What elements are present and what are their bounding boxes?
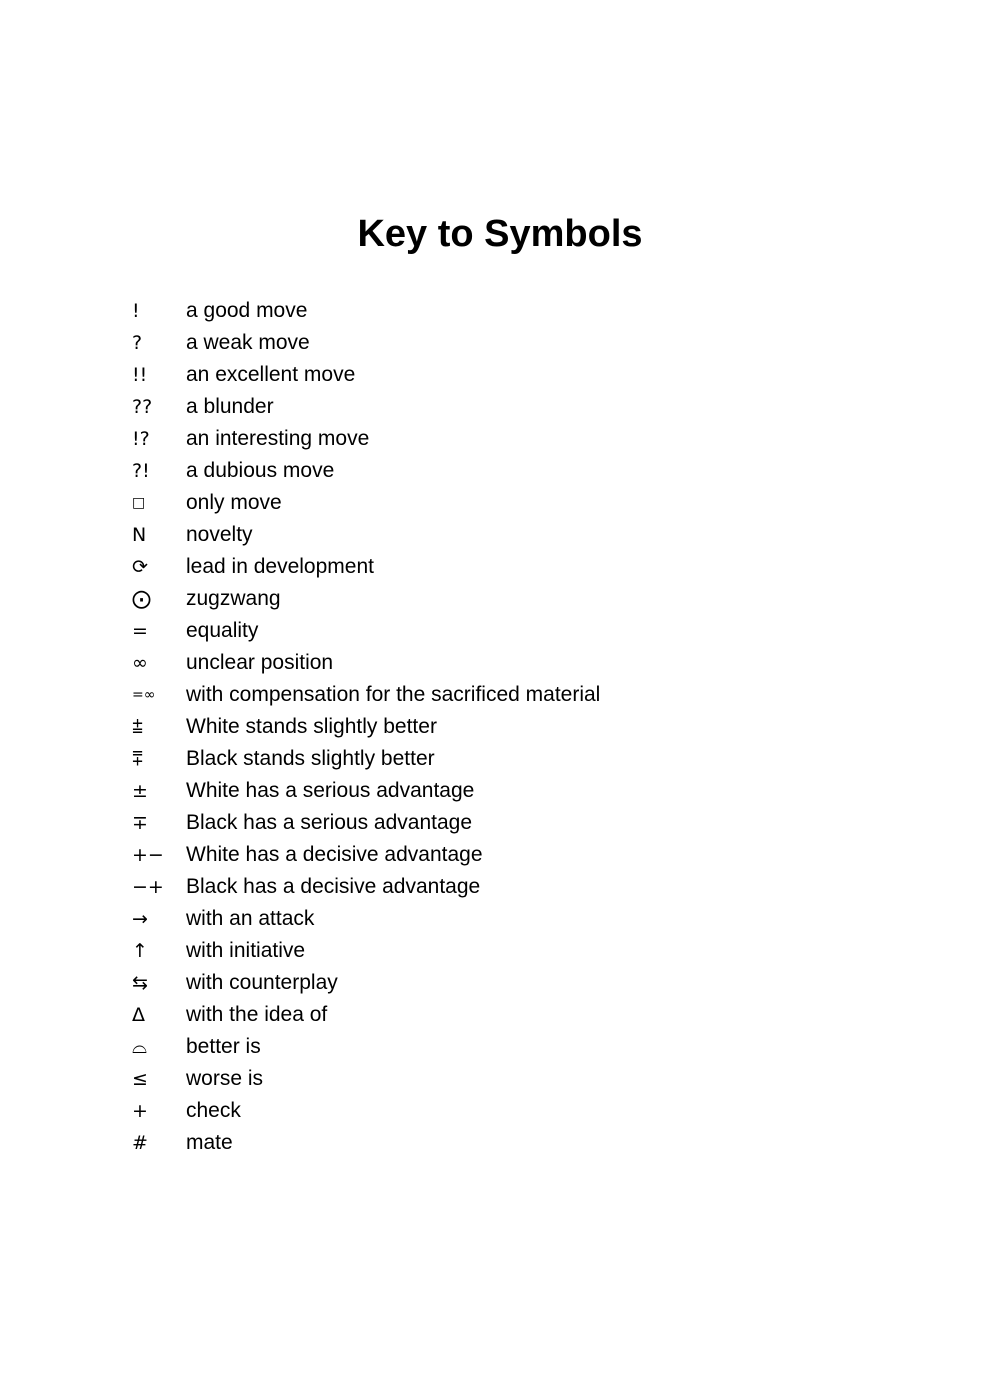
symbol-row-with-initiative (132, 935, 600, 967)
symbol-row-good-move (132, 295, 600, 327)
symbol-row-black-serious-advantage (132, 807, 600, 839)
symbol: # (132, 1132, 148, 1154)
arrow-up-icon: ↑ (132, 940, 148, 962)
symbol-row-lead-in-development (132, 551, 600, 583)
symbol: !? (132, 428, 150, 450)
symbol-row-worse-is (132, 1063, 600, 1095)
symbol-meaning: White stands slightly better (186, 715, 437, 738)
symbol-row-white-slightly-better (132, 711, 600, 743)
symbol: ?? (132, 396, 153, 418)
symbol-meaning: White has a serious advantage (186, 779, 475, 802)
symbol-meaning: with an attack (186, 907, 315, 930)
symbol-row-dubious-move (132, 455, 600, 487)
symbol: + (132, 1100, 148, 1122)
symbol-meaning: lead in development (186, 555, 374, 578)
symbol-meaning: an excellent move (186, 363, 356, 386)
symbol-meaning: better is (186, 1035, 261, 1058)
symbol-meaning: with the idea of (186, 1003, 328, 1026)
symbol-row-with-attack (132, 903, 600, 935)
symbol: −+ (132, 876, 164, 898)
symbol-row-only-move (132, 487, 600, 519)
symbol: ± (132, 780, 148, 802)
page-title: Key to Symbols (357, 213, 643, 255)
symbol-meaning: worse is (186, 1067, 264, 1090)
symbol-meaning: only move (186, 491, 282, 514)
symbol-meaning: mate (186, 1131, 233, 1154)
symbol-meaning: with initiative (186, 939, 306, 962)
symbol: N (132, 524, 147, 546)
square-icon: □ (132, 495, 146, 511)
symbol: !! (132, 364, 148, 386)
symbol-row-white-decisive-advantage (132, 839, 600, 871)
symbol-row-check (132, 1095, 600, 1127)
symbol-row-white-serious-advantage (132, 775, 600, 807)
equal-infinity-icon: =∞ (132, 687, 156, 703)
symbol-row-weak-move (132, 327, 600, 359)
symbol-meaning: White has a decisive advantage (186, 843, 483, 866)
arrow-right-icon: → (132, 908, 148, 930)
symbol: = (132, 620, 148, 642)
symbol-meaning: a blunder (186, 395, 274, 418)
symbol-row-black-decisive-advantage (132, 871, 600, 903)
symbol: ! (132, 300, 140, 322)
symbol-row-equality (132, 615, 600, 647)
symbol-meaning: a good move (186, 299, 308, 322)
symbol-row-with-counterplay (132, 967, 600, 999)
delta-icon: Δ (132, 1004, 145, 1026)
symbol: ⩲ (132, 716, 144, 738)
symbol: ⩱ (132, 748, 144, 770)
symbol-row-black-slightly-better (132, 743, 600, 775)
symbol-row-zugzwang (132, 583, 600, 615)
symbol-meaning: with counterplay (186, 971, 338, 994)
symbol-meaning: unclear position (186, 651, 334, 674)
symbol-meaning: Black has a decisive advantage (186, 875, 481, 898)
symbol-meaning: zugzwang (186, 587, 281, 610)
symbol-row-unclear-position (132, 647, 600, 679)
symbol-row-compensation (132, 679, 600, 711)
symbol-row-idea-of (132, 999, 600, 1031)
symbol: ∓ (132, 812, 148, 834)
symbol-row-interesting-move (132, 423, 600, 455)
symbol-meaning: Black stands slightly better (186, 747, 435, 770)
symbol-row-mate (132, 1127, 600, 1159)
symbol-meaning: equality (186, 619, 259, 642)
symbol: ? (132, 332, 143, 354)
symbol-meaning: a dubious move (186, 459, 335, 482)
segment-icon: ⌓ (132, 1036, 148, 1058)
clockwise-arrow-icon: ⟳ (132, 556, 148, 578)
symbol-row-blunder (132, 391, 600, 423)
symbol-meaning: with compensation for the sacrificed material (186, 683, 601, 706)
symbol: ?! (132, 460, 150, 482)
symbol-row-better-is (132, 1031, 600, 1063)
symbol-meaning: check (186, 1099, 241, 1122)
symbol-meaning: novelty (186, 523, 253, 546)
circled-dot-icon: ⨀ (132, 588, 151, 610)
symbol-list (132, 295, 600, 1159)
symbol: +− (132, 844, 164, 866)
symbol-meaning: an interesting move (186, 427, 370, 450)
symbol-row-excellent-move (132, 359, 600, 391)
infinity-icon: ∞ (132, 652, 148, 674)
symbol-row-novelty (132, 519, 600, 551)
symbol-meaning: a weak move (186, 331, 310, 354)
arrows-left-right-icon: ⇆ (132, 972, 148, 994)
symbol: ≤ (132, 1068, 148, 1090)
symbol-meaning: Black has a serious advantage (186, 811, 473, 834)
